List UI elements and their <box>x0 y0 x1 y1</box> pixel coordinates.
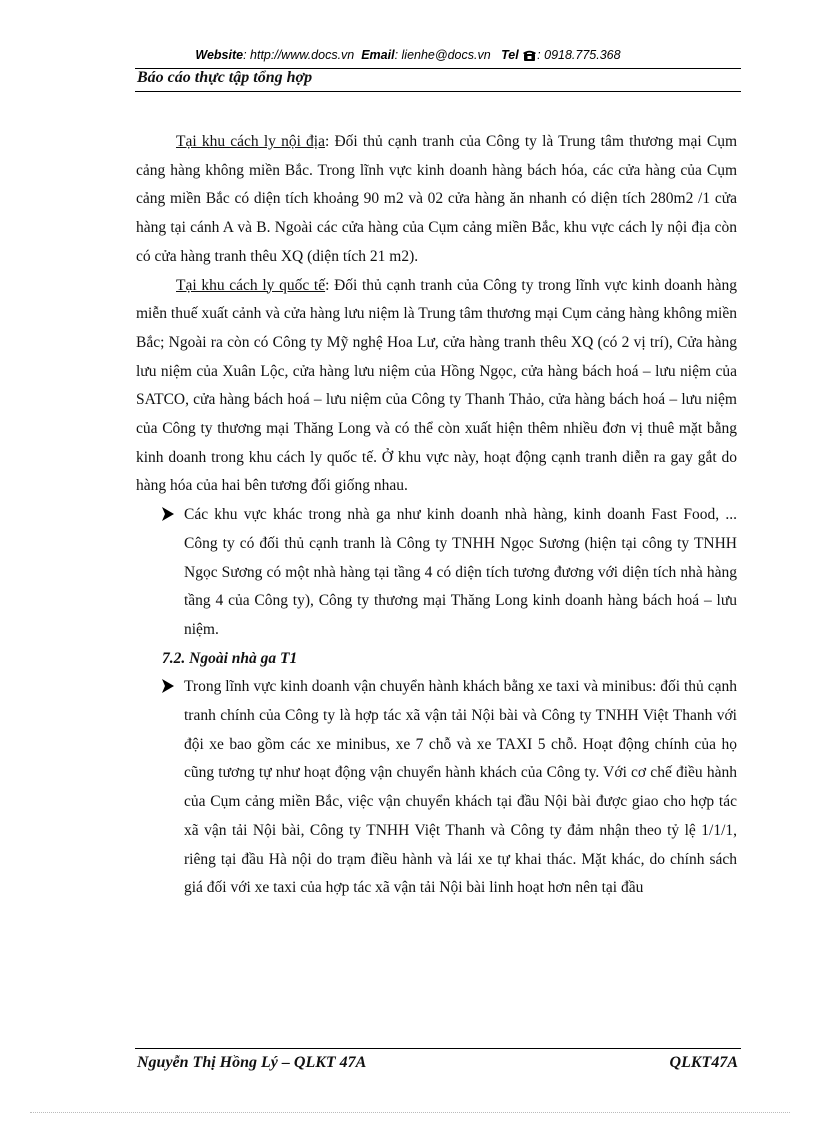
paragraph-domestic-zone <box>136 128 737 272</box>
page-bottom-dotted-line <box>30 1112 790 1113</box>
document-title: Báo cáo thực tập tổng hợp <box>137 69 313 86</box>
bullet-other-areas-text: Các khu vực khác trong nhà ga như kinh doanh nhà hàng, kinh doanh Fast Food, ... Công ty có đối thủ cạnh tranh là Công ty TNHH Ngọc Sương (hiện tại công ty TNHH Ngọc Sương có một nhà hàng tại tầng 4 có diện tích tương đương với diện tích nhà hàng tầng 4 của Công ty), Công ty thương mại Thăng Long kinh doanh hàng bách hoá – lưu niệm. <box>184 506 737 638</box>
bullet-taxi-transport-text: Trong lĩnh vực kinh doanh vận chuyển hành khách bằng xe taxi và minibus: đối thủ cạnh tranh chính của Công ty là hợp tác xã vận tải Nội bài và Công ty TNHH Việt Thanh với đội xe bao gồm các xe minibus, xe 7 chỗ và xe TAXI 5 chỗ. Hoạt động chính của họ cũng tương tự như hoạt động vận chuyển hành khách của Công ty. Với cơ chế điều hành của Cụm cảng miền Bắc, việc vận chuyển khách tại đầu Nội bài được giao cho hợp tác xã vận tải Nội bài, Công ty TNHH Việt Thanh và Công ty đảm nhận theo tỷ lệ 1/1/1, riêng tại đầu Hà nội do trạm điều hành và lái xe tự khai thác. Mặt khác, do chính sách giá đối với xe taxi của hợp tác xã vận tải Nội bài linh hoạt hơn nên tại đầu <box>184 678 737 897</box>
section-heading-outside-t1: 7.2. Ngoài nhà ga T1 <box>162 649 298 667</box>
page-footer <box>137 1054 738 1072</box>
website-label: Website <box>195 48 244 62</box>
bullet-taxi-transport <box>136 673 737 903</box>
paragraph-international-zone <box>136 272 737 502</box>
website-url[interactable]: : http://www.docs.vn <box>243 48 355 62</box>
email-address[interactable]: : lienhe@docs.vn <box>394 48 491 62</box>
body-content <box>136 128 737 903</box>
arrow-bullet-icon <box>162 679 174 693</box>
domestic-zone-heading: Tại khu cách ly nội địa <box>176 133 325 150</box>
telephone-icon <box>523 50 536 61</box>
international-zone-heading: Tại khu cách ly quốc tế <box>176 276 326 294</box>
tel-number: : 0918.775.368 <box>537 48 621 62</box>
footer-class-code: QLKT47A <box>669 1054 738 1071</box>
bullet-other-areas <box>136 501 737 645</box>
footer-rule <box>135 1048 741 1049</box>
website-header <box>0 48 816 62</box>
domestic-zone-text: : Đối thủ cạnh tranh của Công ty là Trung tâm thương mại Cụm cảng hàng không miền Bắc. Trong lĩnh vực kinh doanh hàng bách hóa, các cửa hàng của Cụm cảng miền Bắc có diện tích khoảng 90 m2 và 02 cửa hàng ăn nhanh có diện tích 280m2 /1 cửa hàng tại cánh A và B. Ngoài các cửa hàng của Cụm cảng miền Bắc, khu vực cách ly nội địa còn có cửa hàng tranh thêu XQ (diện tích 21 m2). <box>136 133 737 265</box>
header-rule-bottom <box>135 91 741 92</box>
international-zone-text: : Đối thủ cạnh tranh của Công ty trong lĩnh vực kinh doanh hàng miễn thuế xuất cảnh và cửa hàng lưu niệm là Trung tâm thương mại Cụm cảng hàng không miền Bắc; Ngoài ra còn có Công ty Mỹ nghệ Hoa Lư, cửa hàng tranh thêu XQ (có 2 vị trí), Cửa hàng lưu niệm của Xuân Lộc, cửa hàng lưu niệm của Hồng Ngọc, cửa hàng bách hoá – lưu niệm của SATCO, cửa hàng bách hoá – lưu niệm của Công ty Thanh Thảo, cửa hàng bách hoá – lưu niệm của Công ty thương mại Thăng Long và có thể còn xuất hiện thêm nhiều đơn vị thuê mặt bằng kinh doanh trong khu cách ly quốc tế. Ở khu vực này, hoạt động cạnh tranh diễn ra gay gắt do hàng hóa của hai bên tương đối giống nhau. <box>136 276 737 495</box>
arrow-bullet-icon <box>162 507 174 521</box>
tel-label: Tel <box>501 48 519 62</box>
email-label: Email <box>361 48 395 62</box>
footer-author: Nguyễn Thị Hồng Lý – QLKT 47A <box>137 1054 367 1071</box>
